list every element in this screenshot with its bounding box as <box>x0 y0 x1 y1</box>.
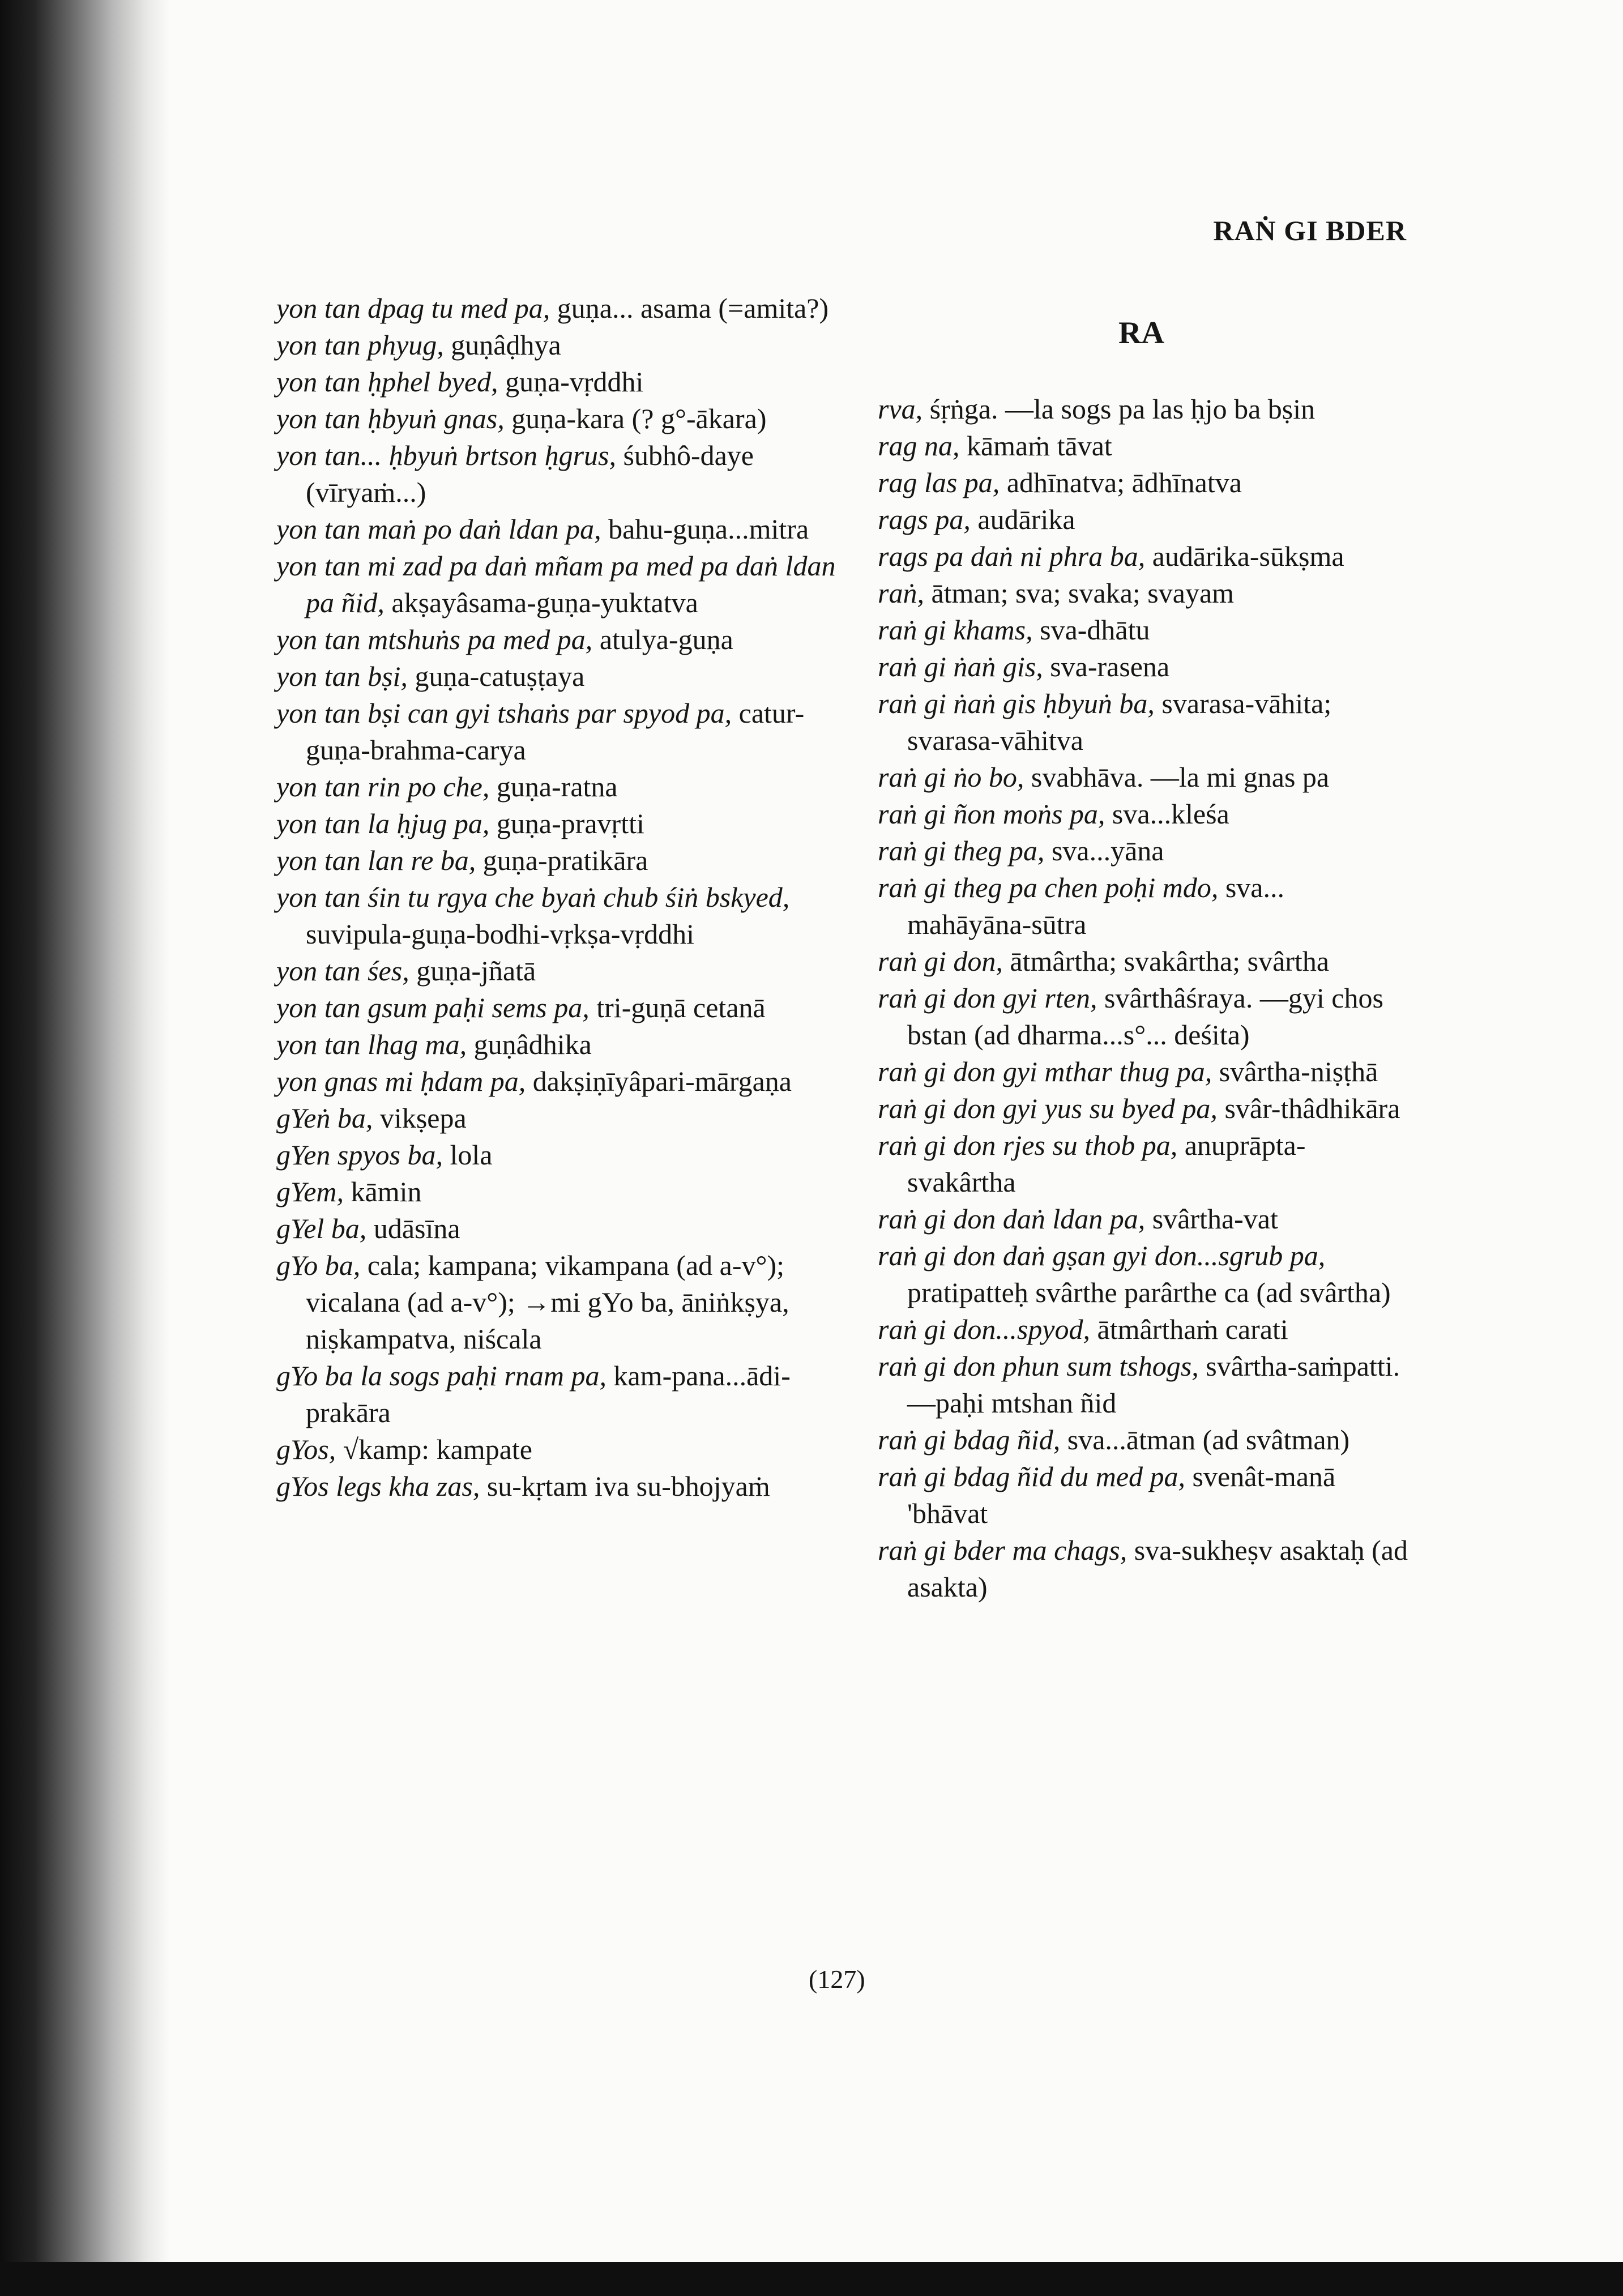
entry-gloss: tri-guṇā cetanā <box>596 992 766 1023</box>
entry-gloss: svenât-manā 'bhāvat <box>907 1461 1336 1529</box>
running-head: RAṄ GI BDER <box>1213 215 1407 246</box>
entry-term: raṅ gi don gyi yus su byed pa, <box>878 1092 1218 1124</box>
page-number: (127) <box>809 1965 865 1994</box>
entry-term: rag las pa, <box>878 467 1000 498</box>
dictionary-entry <box>276 1137 843 1173</box>
entry-gloss: bahu-guṇa...mitra <box>608 513 809 545</box>
dictionary-entry <box>276 290 843 327</box>
entry-term: rag na, <box>878 430 960 462</box>
entry-gloss: audārika <box>977 503 1075 535</box>
entry-term: rva, <box>878 393 923 425</box>
entry-gloss: cala; kampana; vikampana (ad a-v°); vicalana (ad a-v°); →mi gYo ba, āniṅkṣya, niṣkampatva, niścala <box>306 1249 789 1355</box>
entry-gloss: ātmârtha; svakârtha; svârtha <box>1010 945 1330 977</box>
dictionary-entry <box>276 621 843 658</box>
entry-gloss: su-kṛtam iva su-bhojyaṁ <box>486 1470 770 1502</box>
entry-term: yon tan bṣi, <box>276 660 408 692</box>
entry-term: yon tan maṅ po daṅ ldan pa, <box>276 513 601 545</box>
dictionary-entry <box>276 1100 843 1137</box>
entry-gloss: anuprāpta-svakârtha <box>907 1129 1306 1198</box>
entry-term: raṅ gi ṅaṅ gis ḥbyuṅ ba, <box>878 688 1155 719</box>
entry-term: raṅ gi don gyi rten, <box>878 982 1097 1014</box>
dictionary-entry <box>276 511 843 548</box>
entry-gloss: svarasa-vāhita; svarasa-vāhitva <box>907 688 1332 756</box>
entry-term: raṅ gi don gyi mthar thug pa, <box>878 1056 1212 1087</box>
dictionary-entry <box>878 391 1413 428</box>
left-column <box>276 290 843 1505</box>
entry-term: gYel ba, <box>276 1213 367 1244</box>
entry-gloss: svabhāva. —la mi gnas pa <box>1031 761 1330 793</box>
dictionary-entry <box>276 695 843 769</box>
entry-term: raṅ gi bdag ñid du med pa, <box>878 1461 1186 1492</box>
entry-gloss: kam-pana...ādi-prakāra <box>306 1360 791 1428</box>
entry-term: raṅ gi bder ma chags, <box>878 1534 1127 1566</box>
dictionary-entry <box>878 943 1413 980</box>
entry-gloss: suvipula-guṇa-bodhi-vṛkṣa-vṛddhi <box>306 918 694 950</box>
entry-term: yon tan la ḥjug pa, <box>276 808 490 839</box>
entry-term: yon tan mtshuṅs pa med pa, <box>276 624 593 655</box>
dictionary-entry <box>878 1458 1413 1532</box>
entry-gloss: atulya-guṇa <box>599 624 733 655</box>
entry-term: rags pa, <box>878 503 971 535</box>
entry-term: raṅ gi don phun sum tshogs, <box>878 1350 1199 1382</box>
dictionary-entry <box>276 1173 843 1210</box>
dictionary-entry <box>878 538 1413 575</box>
entry-gloss: svârtha-saṁpatti. —paḥi mtshan ñid <box>907 1350 1400 1419</box>
entry-gloss: guṇa... asama (=amita?) <box>557 292 829 324</box>
entry-gloss: kāmin <box>351 1176 422 1207</box>
dictionary-entry <box>878 1237 1413 1311</box>
entry-term: raṅ gi bdag ñid, <box>878 1424 1061 1456</box>
dictionary-entry <box>276 1063 843 1100</box>
dictionary-entry <box>276 1468 843 1505</box>
entry-term: raṅ gi don daṅ gṣan gyi don...sgrub pa, <box>878 1240 1326 1271</box>
entry-term: gYen spyos ba, <box>276 1139 443 1171</box>
entry-gloss: lola <box>450 1139 493 1171</box>
entry-gloss: sva-dhātu <box>1040 614 1150 646</box>
dictionary-entry <box>878 833 1413 869</box>
entry-gloss: svâr-thâdhikāra <box>1224 1092 1400 1124</box>
entry-gloss: guṇa-vṛddhi <box>505 366 644 398</box>
entry-gloss: guṇa-kara (? g°-ākara) <box>511 403 767 434</box>
entry-term: yon gnas mi ḥdam pa, <box>276 1065 526 1097</box>
dictionary-entry <box>276 1210 843 1247</box>
entry-term: rags pa daṅ ni phra ba, <box>878 540 1146 572</box>
dictionary-entry <box>276 400 843 437</box>
entry-term: gYos legs kha zas, <box>276 1470 480 1502</box>
entry-gloss: sva...kleśa <box>1112 798 1229 830</box>
section-head: RA <box>1118 315 1164 351</box>
entry-gloss: akṣayâsama-guṇa-yuktatva <box>391 587 698 618</box>
entry-term: gYos, <box>276 1433 336 1465</box>
dictionary-entry <box>878 1201 1413 1237</box>
dictionary-entry <box>276 327 843 364</box>
dictionary-entry <box>878 1090 1413 1127</box>
entry-gloss: sva...yāna <box>1051 835 1164 867</box>
entry-gloss: ātmârthaṁ carati <box>1097 1313 1288 1345</box>
scan-shadow-bottom <box>0 2262 1623 2296</box>
entry-gloss: guṇa-ratna <box>496 771 618 803</box>
entry-term: raṅ gi ñon moṅs pa, <box>878 798 1105 830</box>
entry-term: raṅ gi don daṅ ldan pa, <box>878 1203 1146 1235</box>
entry-term: raṅ gi khams, <box>878 614 1033 646</box>
dictionary-entry <box>878 869 1413 943</box>
entry-term: raṅ gi don rjes su thob pa, <box>878 1129 1178 1161</box>
entry-gloss: guṇâḍhya <box>451 329 561 361</box>
entry-gloss: audārika-sūkṣma <box>1152 540 1344 572</box>
entry-gloss: kāmaṁ tāvat <box>966 430 1112 462</box>
entry-term: raṅ gi don...spyod, <box>878 1313 1090 1345</box>
entry-gloss: sva-rasena <box>1050 651 1170 682</box>
dictionary-entry <box>276 548 843 621</box>
entry-gloss: dakṣiṇīyâpari-mārgaṇa <box>532 1065 792 1097</box>
entry-term: gYeṅ ba, <box>276 1102 373 1134</box>
entry-term: yon tan rin po che, <box>276 771 490 803</box>
dictionary-entry <box>276 437 843 511</box>
dictionary-entry <box>878 575 1413 612</box>
entry-gloss: svârtha-niṣṭhā <box>1219 1056 1378 1087</box>
entry-term: yon tan śin tu rgya che byaṅ chub śiṅ bskyed, <box>276 881 790 913</box>
dictionary-entry <box>276 1026 843 1063</box>
dictionary-entry <box>276 842 843 879</box>
entry-term: yon tan mi zad pa daṅ mñam pa med pa daṅ ldan pa ñid, <box>276 550 836 618</box>
dictionary-entry <box>878 1422 1413 1458</box>
dictionary-entry <box>276 805 843 842</box>
entry-term: raṅ gi theg pa, <box>878 835 1045 867</box>
entry-gloss: svârthâśraya. —gyi chos bstan (ad dharma...s°... deśita) <box>907 982 1383 1051</box>
entry-gloss: guṇa-jñatā <box>416 955 536 987</box>
entry-gloss: vikṣepa <box>379 1102 467 1134</box>
dictionary-entry <box>276 1358 843 1431</box>
entry-gloss: sva... mahāyāna-sūtra <box>907 872 1284 940</box>
entry-gloss: śubhô-daye (vīryaṁ...) <box>306 439 754 508</box>
dictionary-entry <box>276 1247 843 1358</box>
dictionary-entry <box>878 980 1413 1053</box>
dictionary-entry <box>878 501 1413 538</box>
entry-term: yon tan śes, <box>276 955 409 987</box>
entry-gloss: ātman; sva; svaka; svayam <box>931 577 1235 609</box>
entry-term: gYem, <box>276 1176 344 1207</box>
dictionary-entry <box>276 879 843 953</box>
entry-term: yon tan dpag tu med pa, <box>276 292 550 324</box>
entry-term: yon tan lan re ba, <box>276 844 476 876</box>
entry-term: yon tan... ḥbyuṅ brtson ḥgrus, <box>276 439 616 471</box>
dictionary-entry <box>276 769 843 805</box>
dictionary-entry <box>878 428 1413 464</box>
dictionary-entry <box>878 1127 1413 1201</box>
entry-gloss: guṇa-pravṛtti <box>496 808 644 839</box>
dictionary-entry <box>276 1431 843 1468</box>
dictionary-entry <box>878 612 1413 648</box>
dictionary-entry <box>878 1053 1413 1090</box>
entry-gloss: √kamp: kampate <box>343 1433 532 1465</box>
entry-term: yon tan ḥphel byed, <box>276 366 498 398</box>
dictionary-entry <box>276 989 843 1026</box>
dictionary-entry <box>878 796 1413 833</box>
entry-term: gYo ba, <box>276 1249 361 1281</box>
entry-gloss: guṇa-pratikāra <box>482 844 648 876</box>
entry-gloss: catur-guṇa-brahma-carya <box>306 697 805 766</box>
dictionary-entry <box>878 464 1413 501</box>
dictionary-entry <box>276 658 843 695</box>
dictionary-entry <box>878 685 1413 759</box>
entry-term: yon tan phyug, <box>276 329 444 361</box>
entry-term: raṅ gi theg pa chen poḥi mdo, <box>878 872 1219 903</box>
dictionary-entry <box>878 648 1413 685</box>
right-column <box>878 391 1413 1606</box>
entry-term: gYo ba la sogs paḥi rnam pa, <box>276 1360 607 1392</box>
dictionary-entry <box>878 759 1413 796</box>
entry-gloss: udāsīna <box>373 1213 460 1244</box>
entry-term: yon tan lhag ma, <box>276 1028 467 1060</box>
entry-term: raṅ gi don, <box>878 945 1003 977</box>
entry-term: raṅ gi ṅaṅ gis, <box>878 651 1043 682</box>
entry-term: raṅ gi ṅo bo, <box>878 761 1024 793</box>
entry-gloss: sva...ātman (ad svâtman) <box>1067 1424 1350 1456</box>
entry-term: yon tan gsum paḥi sems pa, <box>276 992 590 1023</box>
dictionary-entry <box>878 1532 1413 1606</box>
entry-term: yon tan ḥbyuṅ gnas, <box>276 403 505 434</box>
dictionary-entry <box>878 1311 1413 1348</box>
entry-term: yon tan bṣi can gyi tshaṅs par spyod pa, <box>276 697 732 729</box>
scan-shadow-left <box>0 0 170 2296</box>
dictionary-entry <box>276 953 843 989</box>
entry-gloss: svârtha-vat <box>1152 1203 1278 1235</box>
entry-gloss: śṛṅga. —la sogs pa las ḥjo ba bṣin <box>929 393 1316 425</box>
entry-term: raṅ, <box>878 577 924 609</box>
entry-gloss: pratipatteḥ svârthe parârthe ca (ad svârtha) <box>907 1277 1391 1308</box>
entry-gloss: adhīnatva; ādhīnatva <box>1006 467 1242 498</box>
dictionary-entry <box>878 1348 1413 1422</box>
entry-gloss: guṇâdhika <box>473 1028 592 1060</box>
entry-gloss: guṇa-catuṣṭaya <box>415 660 585 692</box>
dictionary-entry <box>276 364 843 400</box>
entry-gloss: sva-sukheṣv asaktaḥ (ad asakta) <box>907 1534 1408 1603</box>
